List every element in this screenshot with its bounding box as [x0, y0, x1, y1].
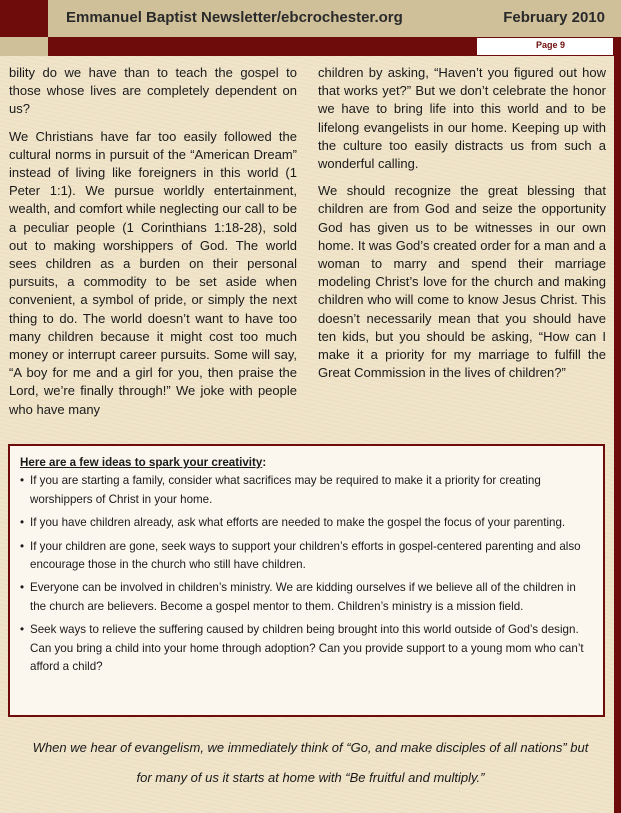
ideas-heading-row — [20, 454, 593, 472]
ideas-box — [8, 444, 605, 717]
ideas-heading-colon: : — [262, 456, 267, 469]
list-item: • If your children are gone, seek ways to support your children’s efforts in gospel-centered parenting and also encourage those in the church who still have children. — [20, 538, 593, 575]
page-number: Page 9 — [535, 40, 565, 50]
paragraph: bility do we have than to teach the gospel to those whose lives are completely dependent on us? — [9, 65, 297, 117]
ideas-heading: Here are a few ideas to spark your creativity — [20, 456, 263, 469]
left-column — [9, 64, 297, 428]
page-number-box — [476, 37, 614, 56]
right-column — [318, 64, 606, 391]
subheader-left — [0, 37, 48, 56]
header-accent-square — [0, 0, 48, 37]
right-edge-strip — [614, 37, 621, 813]
list-item: • Everyone can be involved in children’s ministry. We are kidding ourselves if we believe all of the children in the church are believers. Become a gospel mentor to them. Children’s ministry is a mission field. — [20, 579, 593, 616]
list-item: • Seek ways to relieve the suffering caused by children being brought into this world outside of God’s design. Can you bring a child into your home through adoption? Can you provide support to a young mom who can’t afford a child? — [20, 621, 593, 676]
subheader-red-bar — [48, 37, 476, 56]
paragraph: We Christians have far too easily followed the cultural norms in pursuit of the “American Dream” instead of living like foreigners in this world (1 Peter 1:1). We pursue worldly entertainment, wealth, and comfort while neglecting our call to be a peculiar people (1 Corinthians 1:18-28), sold out to making worshippers of God. The world sees children as a burden on their personal pursuits, a commodity to be set aside when convenient, a symbol of pride, or simply the next thing to do. The world doesn’t want to have too many children because it might cost too much money or interrupt career pursuits. Some will say, “A boy for me and a girl for you, then praise the Lord, we’re finally through!” We joke with people who have many — [9, 128, 297, 417]
closing-line-1: When we hear of evangelism, we immediately think of “Go, and make disciples of all nations” but — [32, 740, 589, 755]
list-item: • If you have children already, ask what efforts are needed to make the gospel the focus of your parenting. — [20, 514, 593, 532]
ideas-list — [20, 472, 593, 676]
paragraph: children by asking, “Haven’t you figured out how that works yet?” But we don’t celebrate the honor we have to bring life into this world and to be lifelong evangelists in our home. Keeping up with the culture too easily distracts us from such a wonderful calling. — [318, 65, 606, 172]
issue-date: February 2010 — [503, 9, 605, 26]
paragraph: We should recognize the great blessing that children are from God and seize the opportunity God has given us to be witnesses in our own home. It was God’s created order for a man and a woman to marry and spend their marriage modeling Christ’s love for the church and making children who will come to know Jesus Christ. This doesn’t necessarily mean that you should have ten kids, but you should be asking, “How can I make it a priority for my marriage to fulfill the Great Commission in the lives of children?” — [318, 183, 606, 381]
newsletter-title: Emmanuel Baptist Newsletter/ebcrochester.org — [66, 9, 403, 26]
closing-line-2: for many of us it starts at home with “Be fruitful and multiply.” — [136, 770, 485, 785]
list-item: • If you are starting a family, consider what sacrifices may be required to make it a priority for creating worshippers of Christ in your home. — [20, 472, 593, 509]
